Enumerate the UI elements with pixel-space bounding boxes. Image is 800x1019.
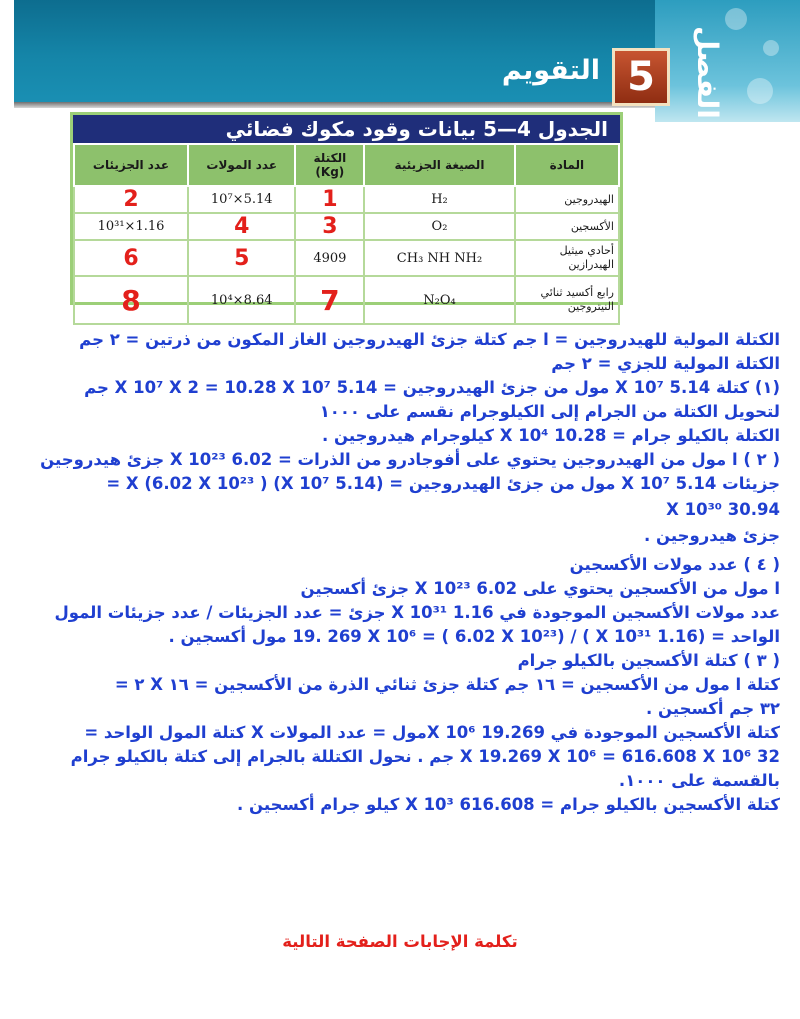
solution-line: الكتلة المولية للجزي = ٢ جم bbox=[551, 354, 780, 373]
cell-molecules: 1.16×10³¹ bbox=[74, 213, 188, 240]
header-banner bbox=[14, 0, 669, 102]
cell-moles: 8.64×10⁴ bbox=[188, 276, 295, 324]
solution-line: 32 X 19.269 X 10⁶ = 616.608 X 10⁶ جم . نحول الكتللة بالجرام إلى كتلة بالكيلو جرام bbox=[70, 747, 780, 766]
chapter-number-badge: 5 bbox=[612, 48, 670, 106]
header-banner-shadow bbox=[14, 102, 669, 108]
fuel-data-table bbox=[70, 112, 623, 317]
cell-molecules-handwritten: 6 bbox=[74, 240, 188, 276]
solution-line: ( ٤ ) عدد مولات الأكسجين bbox=[569, 555, 780, 574]
solution-line: كتلة الأكسجين الموجودة في 19.269 X 10⁶مول = عدد المولات X كتلة المول الواحد = bbox=[84, 723, 780, 742]
solution-line: جزئ هيدروجين . bbox=[644, 526, 780, 545]
solution-line: كتلة ا مول من الأكسجين = ١٦ جم كتلة جزئ ثنائي الذرة من الأكسجين = ١٦ X ٢ = bbox=[114, 675, 780, 694]
solution-line: ( ٣ ) كتلة الأكسجين بالكيلو جرام bbox=[517, 651, 780, 670]
header-formula: الصيغة الجزيئية bbox=[364, 144, 514, 186]
solution-line: الكتلة المولية للهيدروجين = ا جم كتلة جزئ الهيدروجين الغاز المكون من ذرتين = ٢ جم bbox=[79, 330, 780, 349]
cell-material: الهيدروجين bbox=[515, 186, 619, 213]
solution-line: ا مول من الأكسجين يحتوي على 6.02 X 10²³ جزئ أكسجين bbox=[300, 579, 780, 598]
solution-line: ( ٢ ) ا مول من الهيدروجين يحتوي على أفوجادرو من الذرات = 6.02 X 10²³ جزئ هيدروجين bbox=[40, 450, 780, 469]
continued-note: تكلمة الإجابات الصفحة التالية bbox=[282, 932, 518, 951]
solution-line: لتحويل الكتلة من الجرام إلى الكيلوجرام نقسم على ١٠٠٠ bbox=[319, 402, 780, 421]
section-title: التقويم bbox=[501, 55, 600, 86]
table-row bbox=[74, 186, 619, 213]
table-title: الجدول 4—5 بيانات وقود مكوك فضائي bbox=[73, 115, 620, 143]
header-moles: عدد المولات bbox=[188, 144, 295, 186]
cell-molecules-handwritten: 8 bbox=[74, 276, 188, 324]
table-row bbox=[74, 240, 619, 276]
cell-formula: CH₃ NH NH₂ bbox=[364, 240, 514, 276]
header-accent-molecule-art bbox=[655, 0, 800, 122]
cell-mass-handwritten: 7 bbox=[295, 276, 364, 324]
solution-line: ٣٢ جم أكسجين . bbox=[645, 699, 780, 718]
header-molecules: عدد الجزيئات bbox=[74, 144, 188, 186]
cell-moles: 5.14×10⁷ bbox=[188, 186, 295, 213]
cell-formula: N₂O₄ bbox=[364, 276, 514, 324]
table-header-row bbox=[74, 144, 619, 186]
solution-line: بالقسمة على ١٠٠٠. bbox=[618, 771, 780, 790]
cell-material: أحادي ميثيل الهيدرازين bbox=[515, 240, 619, 276]
chapter-label: الفصل bbox=[691, 25, 724, 119]
cell-material: رابع أكسيد ثنائي النيتروجين bbox=[515, 276, 619, 324]
cell-moles-handwritten: 5 bbox=[188, 240, 295, 276]
solution-line: كتلة الأكسجين بالكيلو جرام = 616.608 X 10³ كيلو جرام أكسجين . bbox=[237, 795, 780, 814]
solution-line: (١) كتلة 5.14 X 10⁷ مول من جزئ الهيدروجين = 5.14 X 10⁷ X 2 = 10.28 X 10⁷ جم bbox=[84, 378, 780, 397]
table-row bbox=[74, 213, 619, 240]
solution-line: عدد مولات الأكسجين الموجودة في 1.16 X 10³¹ جزئ = عدد الجزيئات / عدد جزيئات المول bbox=[54, 603, 780, 622]
cell-moles-handwritten: 4 bbox=[188, 213, 295, 240]
cell-formula: H₂ bbox=[364, 186, 514, 213]
solution-line: الواحد = (1.16 X 10³¹ ) / (6.02 X 10²³ ) = 19. 269 X 10⁶ مول أكسجين . bbox=[168, 627, 780, 646]
table-row bbox=[74, 276, 619, 324]
table-grid bbox=[73, 143, 620, 325]
solution-line: جزيئات 5.14 X 10⁷ مول من جزئ الهيدروجين = (5.14 X 10⁷) X (6.02 X 10²³ ) = bbox=[106, 474, 780, 493]
cell-molecules-handwritten: 2 bbox=[74, 186, 188, 213]
cell-mass-handwritten: 1 bbox=[295, 186, 364, 213]
cell-material: الأكسجين bbox=[515, 213, 619, 240]
cell-mass-handwritten: 3 bbox=[295, 213, 364, 240]
solution-line: الكتلة بالكيلو جرام = 10.28 X 10⁴ كيلوجرام هيدروجين . bbox=[321, 426, 780, 445]
header-material: المادة bbox=[515, 144, 619, 186]
solution-line: 30.94 X 10³⁰ bbox=[666, 500, 780, 519]
cell-mass: 4909 bbox=[295, 240, 364, 276]
cell-formula: O₂ bbox=[364, 213, 514, 240]
header-mass: الكتلة (Kg) bbox=[295, 144, 364, 186]
